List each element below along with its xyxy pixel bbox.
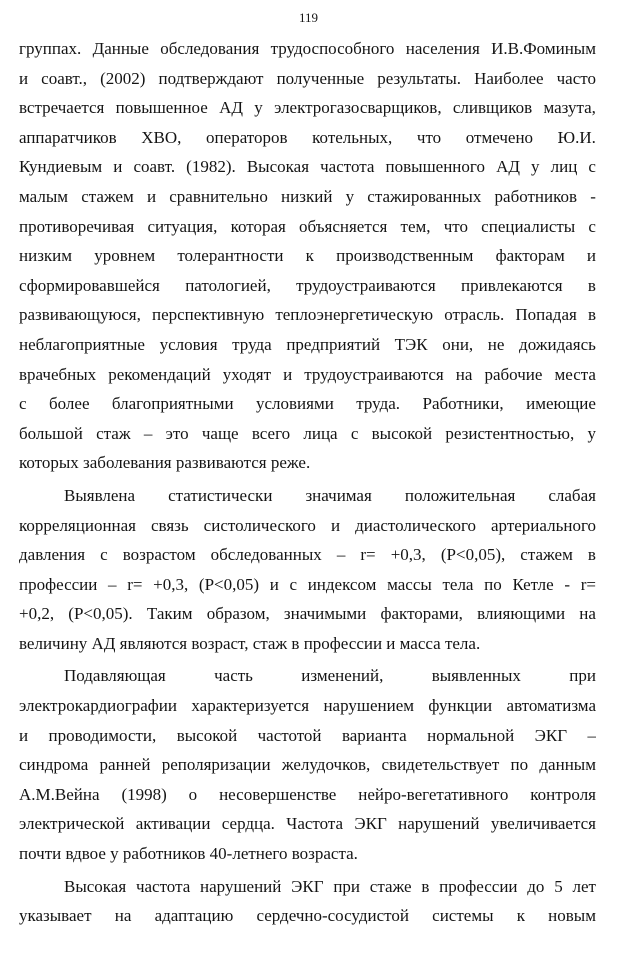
word: (P<0,05), [440,545,506,565]
word: Таким [146,604,193,624]
word: нарушением [323,696,414,716]
word: лиц [550,157,578,177]
word: нормальной [427,725,515,745]
word: объясняется [299,216,388,236]
word: ЭКГ [291,876,324,896]
word: 5 [554,876,563,896]
word: обследования [160,39,260,58]
word: мазута, [543,98,596,118]
word: электрической [19,814,125,834]
word: (1998) [121,784,167,804]
word: дожидаясь [519,334,596,354]
word: сравнительно [169,186,268,206]
word: труда [232,334,272,354]
text-line [19,182,596,212]
word: соавт., [41,68,88,88]
word: +0,3, [390,545,426,565]
word: свидетельствует [381,755,500,775]
word: аппаратчиков [19,127,117,147]
text-line [19,241,596,271]
word: неблагоприятные [19,334,145,354]
word: электрогазосварщиков, [274,98,442,118]
word: артериального [491,515,596,535]
word: автоматизма [506,696,596,716]
word: к [305,246,314,266]
word: и [19,725,29,745]
word: значимая [305,485,372,505]
word: влияющими [477,604,566,624]
word: в [421,876,430,896]
word: предприятий [286,334,381,354]
word: высокой [176,725,238,745]
word: труда. [356,394,401,414]
word: и [113,157,123,177]
word: перспективную [151,305,265,325]
word: данным [539,755,596,775]
word: А.М.Вейна [19,784,100,804]
text-line [19,212,596,242]
word: к [516,906,525,926]
word: увеличивается [490,814,596,834]
word: и [283,364,293,384]
word: – [587,725,596,745]
word: группах. [19,39,82,58]
word: синдрома [19,755,89,775]
word: (P<0,05). [68,604,133,624]
word: населения [405,39,480,58]
word: стаж [96,423,131,443]
word: тем, [400,216,431,236]
word: резистентностью, [445,423,575,443]
word: функции [428,696,493,716]
word: что [443,216,468,236]
word: привлекаются [461,275,563,295]
word: на [455,364,473,384]
word: уходят [222,364,272,384]
word: Наиболее [474,68,544,88]
word: стажем [81,186,134,206]
word: имеющие [526,394,596,414]
text-line [19,901,596,931]
word: Высокая [64,876,127,896]
word: специалисты [481,216,576,236]
word: рабочие [484,364,543,384]
word: - [590,186,596,206]
word: нарушений [200,876,282,896]
word: у [345,186,355,206]
word: толерантности [177,246,284,266]
word: - [564,574,571,594]
word: рекомендаций [108,364,211,384]
word: активации [135,814,211,834]
word: результаты. [377,68,462,88]
word: часть [214,666,253,686]
paragraph [19,481,596,659]
word: давления [19,545,86,565]
word: врачебных [19,364,97,384]
text-line [19,809,596,839]
text-line [19,511,596,541]
word: с [588,216,596,236]
word: профессии [19,574,98,594]
word: в [587,305,596,325]
word: положительная [404,485,516,505]
word: r= [360,545,376,565]
word: новым [548,906,596,926]
word: повышенного [385,157,485,177]
word: соавт. [133,157,176,177]
word: адаптацию [154,906,234,926]
text-line: которых заболевания развиваются реже. [19,453,311,473]
word: сердца. [221,814,275,834]
word: стажем [520,545,573,565]
word: электрокардиографии [19,696,177,716]
text-line [19,599,596,629]
word: с [588,157,596,177]
text-line [19,780,596,810]
word: r= [127,574,143,594]
text-line: почти вдвое у работников 40-летнего возраста. [19,844,358,864]
word: повышенное [115,98,208,118]
word: ТЭК [394,334,428,354]
word: по [484,574,502,594]
word: при [569,666,596,686]
word: ранней [99,755,151,775]
text-line [19,300,596,330]
paragraph [19,661,596,868]
word: – [336,545,346,565]
word: у [587,423,596,443]
word: статистически [168,485,273,505]
word: ЭКГ [354,814,387,834]
word: они, [442,334,474,354]
word: котельных, [312,127,393,147]
word: трудоустраиваются [304,364,444,384]
word: места [554,364,596,384]
word: высокой [371,423,433,443]
word: проводимости, [48,725,157,745]
word: Выявлена [64,485,136,505]
word: (2002) [100,68,146,88]
word: значимыми [283,604,367,624]
text-line [19,750,596,780]
word: тела [442,574,474,594]
word: частота [320,157,375,177]
word: условия [159,334,218,354]
word: до [527,876,545,896]
word: по [510,755,529,775]
word: не [487,334,505,354]
word: – [108,574,117,594]
word: противоречивая [19,216,135,236]
word: АД [219,98,243,118]
text-line [19,691,596,721]
word: патологией, [185,275,271,295]
text-line [19,152,596,182]
word: факторами, [380,604,463,624]
word: развивающуюся, [19,305,141,325]
word: реполяризации [161,755,271,775]
word: стаже [369,876,412,896]
word: и [269,574,279,594]
text-line [19,330,596,360]
word: контроля [530,784,596,804]
word: частота [135,876,191,896]
word: ХВО, [141,127,182,147]
text-line [19,661,596,691]
word: малым [19,186,68,206]
document-body [19,34,596,931]
text-line [19,481,596,511]
text-line [19,721,596,751]
word: это [165,423,189,443]
word: благоприятными [111,394,234,414]
word: АД [496,157,520,177]
word: массы [387,574,432,594]
word: образом, [206,604,270,624]
word: более [48,394,90,414]
word: часто [556,68,596,88]
word: на [579,604,596,624]
word: Частота [286,814,344,834]
text-line [19,64,596,94]
word: индексом [307,574,377,594]
word: выявленных [431,666,521,686]
text-line [19,540,596,570]
word: производственным [336,246,474,266]
word: частотой [257,725,322,745]
word: отрасль. [444,305,505,325]
paragraph [19,34,596,478]
word: условиями [255,394,334,414]
text-line [19,271,596,301]
word: о [188,784,198,804]
word: сердечно-сосудистой [256,906,409,926]
word: полученные [276,68,365,88]
word: несовершенстве [219,784,337,804]
word: операторов [206,127,288,147]
word: низкий [281,186,333,206]
word: подтверждают [158,68,264,88]
word: Высокая [246,157,310,177]
word: – [143,423,153,443]
word: обследованных [210,545,322,565]
word: теплоэнергетическую [275,305,434,325]
word: Кетле [512,574,554,594]
word: Подавляющая [64,666,166,686]
word: Кундиевым [19,157,103,177]
word: нарушений [398,814,480,834]
word: с [289,574,298,594]
word: сливщиков [452,98,533,118]
page-number: 119 [298,10,319,25]
word: варианта [341,725,407,745]
word: r= [580,574,596,594]
word: связь [151,515,189,535]
word: уровнем [94,246,156,266]
text-line [19,34,596,64]
word: (P<0,05) [198,574,260,594]
word: слабая [548,485,596,505]
word: лет [572,876,596,896]
word: желудочков, [281,755,371,775]
word: в [587,275,596,295]
word: +0,3, [153,574,189,594]
word: сформировавшейся [19,275,160,295]
word: диастолического [355,515,476,535]
word: чаще [201,423,239,443]
word: указывает [19,906,92,926]
text-line [19,570,596,600]
text-line [19,389,596,419]
word: и [586,246,596,266]
text-line [19,123,596,153]
word: что [416,127,442,147]
word: факторам [495,246,565,266]
word: при [333,876,361,896]
word: нейро-вегетативного [358,784,509,804]
word: профессии [439,876,518,896]
word: отмечено [465,127,534,147]
text-line [19,872,596,902]
word: Попадая [515,305,577,325]
word: характеризуется [191,696,310,716]
word: лица [303,423,338,443]
word: стажированных [367,186,482,206]
word: встречается [19,98,105,118]
word: И.В.Фоминым [491,39,596,58]
word: у [254,98,263,118]
word: возрастом [122,545,196,565]
word: у [531,157,540,177]
word: (1982). [186,157,236,177]
text-line: величину АД являются возраст, стаж в профессии и масса тела. [19,633,481,653]
word: Ю.И. [557,127,596,147]
text-line [19,93,596,123]
word: с [19,394,27,414]
word: системы [432,906,494,926]
word: +0,2, [19,604,55,624]
word: и [146,186,157,206]
word: всего [251,423,291,443]
word: с [100,545,108,565]
word: большой [19,423,83,443]
paragraph [19,872,596,931]
word: систолического [203,515,316,535]
word: трудоспособного [270,39,395,58]
text-line [19,419,596,449]
word: корреляционная [19,515,136,535]
word: и [330,515,341,535]
word: Данные [92,39,149,58]
word: низким [19,246,73,266]
word: в [587,545,596,565]
word: и [19,68,29,88]
word: ситуация, [147,216,218,236]
word: трудоустраиваются [296,275,436,295]
word: ЭКГ [534,725,568,745]
word: Работники, [422,394,504,414]
text-line [19,360,596,390]
word: которая [230,216,286,236]
word: работников [494,186,578,206]
word: на [114,906,132,926]
word: с [350,423,359,443]
word: изменений, [301,666,384,686]
